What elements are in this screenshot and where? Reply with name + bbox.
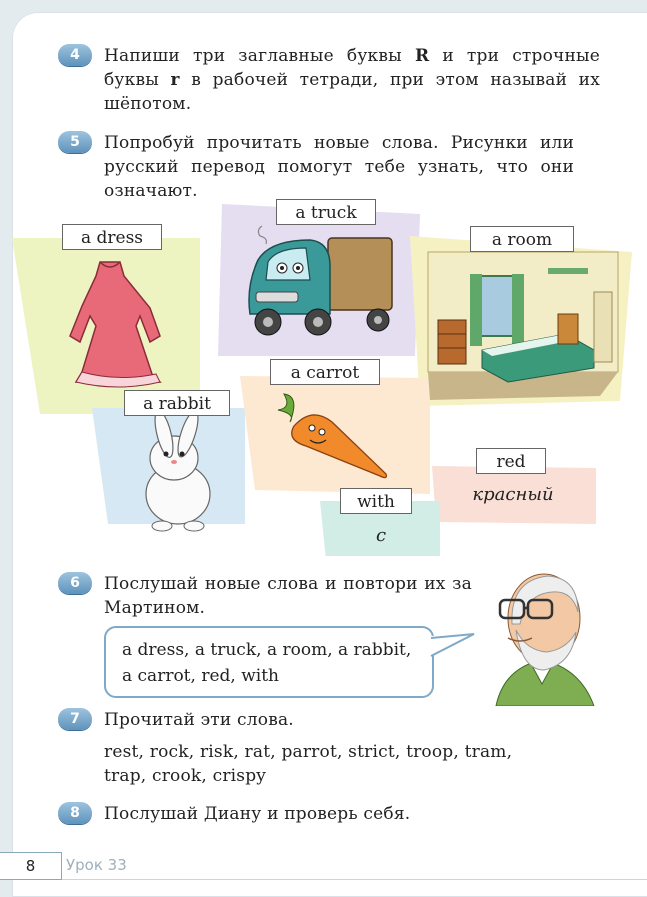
red-translation: красный xyxy=(472,484,554,505)
word-card-dress: a dress xyxy=(62,224,162,250)
exercise-4-text: Напиши три заглавные буквы R и три строчные буквы r в рабочей тетради, при этом называй их шёпотом. xyxy=(104,46,601,114)
bubble-line: a dress, a truck, a room, xyxy=(122,640,333,660)
footer-divider xyxy=(62,879,647,880)
bubble-line: a rabbit, a carrot, red, with xyxy=(122,640,412,686)
exercise-7-text: Прочитай эти слова. xyxy=(104,710,294,730)
lesson-label: Урок 33 xyxy=(66,856,127,874)
room-picture xyxy=(428,252,618,400)
exercise-number-badge: 6 xyxy=(58,572,92,594)
word-list-line: rest, rock, risk, rat, parrot, strict, troop, tram, xyxy=(104,742,513,762)
speech-bubble xyxy=(104,626,434,698)
exercise-number-badge: 7 xyxy=(58,708,92,730)
exercise-5-text: Попробуй прочитать новые слова. Рисунки или русский перевод помогут тебе узнать, что они означают. xyxy=(104,133,574,201)
word-card-with: with xyxy=(340,488,412,514)
exercise-7-word-list xyxy=(104,740,574,788)
word-card-room: a room xyxy=(470,226,574,252)
word-list-line: trap, crook, crispy xyxy=(104,766,267,786)
exercise-number-badge: 8 xyxy=(58,802,92,824)
exercise-number-badge: 4 xyxy=(58,44,92,66)
speech-bubble-tail xyxy=(430,632,476,662)
martin-avatar xyxy=(486,560,598,706)
with-translation: с xyxy=(375,525,387,546)
exercise-8-text: Послушай Диану и проверь себя. xyxy=(104,804,411,824)
page-number: 8 xyxy=(0,852,62,880)
word-card-rabbit: a rabbit xyxy=(124,390,230,416)
exercise-number-badge: 5 xyxy=(58,131,92,153)
word-card-truck: a truck xyxy=(276,199,376,225)
word-card-red: red xyxy=(476,448,546,474)
exercise-6-text: Послушай новые слова и повтори их за Мартином. xyxy=(104,574,472,618)
word-card-carrot: a carrot xyxy=(270,359,380,385)
